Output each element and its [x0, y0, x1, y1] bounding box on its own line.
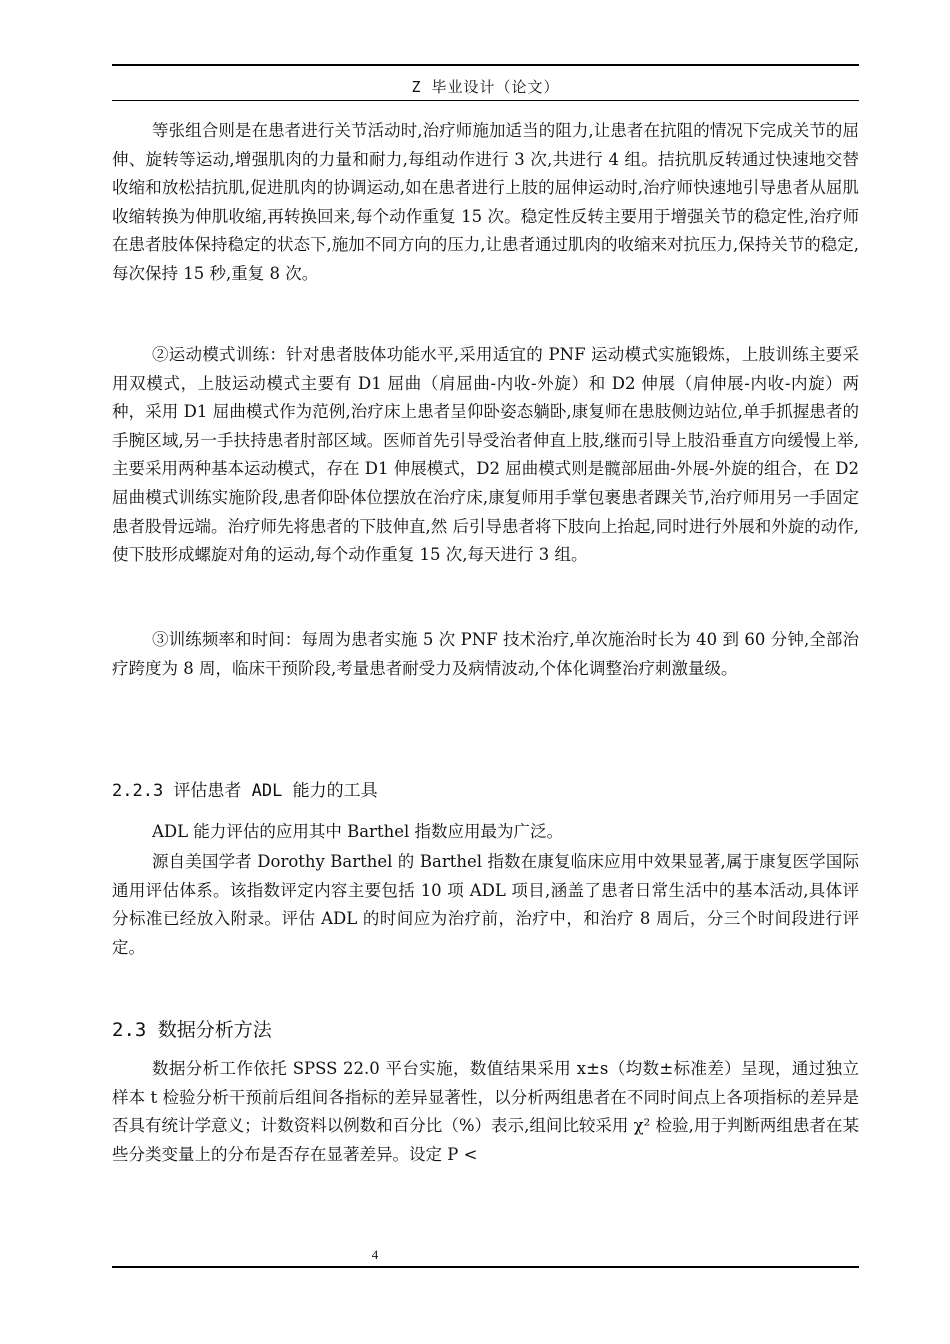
- body-paragraph: ②运动模式训练：针对患者肢体功能水平,采用适宜的 PNF 运动模式实施锻炼，上肢训练主要采用双模式，上肢运动模式主要有 D1 屈曲（肩屈曲-内收-外旋）和 D2 伸展（肩伸展-内收-内旋）两种，采用 D1 屈曲模式作为范例,治疗床上患者呈仰卧姿态躺卧,康复师在患肢侧边站位,单手抓握患者的手腕区域,另一手扶持患者肘部区域。医师首先引导受治者伸直上肢,继而引导上肢沿垂直方向缓慢上举,主要采用两种基本运动模式，存在 D1 伸展模式，D2 屈曲模式则是髋部屈曲-外展-外旋的组合，在 D2 屈曲模式训练实施阶段,患者仰卧体位摆放在治疗床,康复师用手掌包裹患者踝关节,治疗师用另一手固定患者股骨远端。治疗师先将患者的下肢伸直,然 后引导患者将下肢向上抬起,同时进行外展和外旋的动作,使下肢形成螺旋对角的运动,每个动作重复 15 次,每天进行 3 组。: [112, 345, 859, 565]
- footer-rule: [112, 1266, 859, 1268]
- section-heading-2-2-3: 2.2.3 评估患者 ADL 能力的工具: [112, 781, 378, 801]
- body-paragraph: 源自美国学者 Dorothy Barthel 的 Barthel 指数在康复临床应用中效果显著,属于康复医学国际通用评估体系。该指数评定内容主要包括 10 项 ADL 项目,涵盖了患者日常生活中的基本活动,具体评分标准已经放入附录。评估 ADL 的时间应为治疗前，治疗中，和治疗 8 周后，分三个时间段进行评定。: [112, 852, 859, 957]
- body-paragraph: 数据分析工作依托 SPSS 22.0 平台实施，数值结果采用 x±s（均数±标准差）呈现，通过独立样本 t 检验分析干预前后组间各指标的差异显著性，以分析两组患者在不同时间点上各项指标的差异是否具有统计学意义；计数资料以例数和百分比（%）表示,组间比较采用 χ² 检验,用于判断两组患者在某些分类变量上的分布是否存在显著差异。设定 P <: [112, 1059, 859, 1164]
- header-top-rule: [112, 64, 859, 66]
- page-number: 4: [371, 1247, 379, 1262]
- header-bottom-rule: [112, 100, 859, 101]
- body-paragraph: ADL 能力评估的应用其中 Barthel 指数应用最为广泛。: [152, 822, 563, 841]
- header-title: Z 毕业设计（论文）: [411, 78, 560, 96]
- section-heading-2-3: 2.3 数据分析方法: [112, 1019, 272, 1041]
- body-paragraph: ③训练频率和时间：每周为患者实施 5 次 PNF 技术治疗,单次施治时长为 40 到 60 分钟,全部治疗跨度为 8 周，临床干预阶段,考量患者耐受力及病情波动,个体化调整治疗刺激量级。: [112, 630, 859, 678]
- body-paragraph: 等张组合则是在患者进行关节活动时,治疗师施加适当的阻力,让患者在抗阻的情况下完成关节的屈伸、旋转等运动,增强肌肉的力量和耐力,每组动作进行 3 次,共进行 4 组。拮抗肌反转通过快速地交替收缩和放松拮抗肌,促进肌肉的协调运动,如在患者进行上肢的屈伸运动时,治疗师快速地引导患者从屈肌收缩转换为伸肌收缩,再转换回来,每个动作重复 15 次。稳定性反转主要用于增强关节的稳定性,治疗师在患者肢体保持稳定的状态下,施加不同方向的压力,让患者通过肌肉的收缩来对抗压力,保持关节的稳定,每次保持 15 秒,重复 8 次。: [112, 121, 859, 283]
